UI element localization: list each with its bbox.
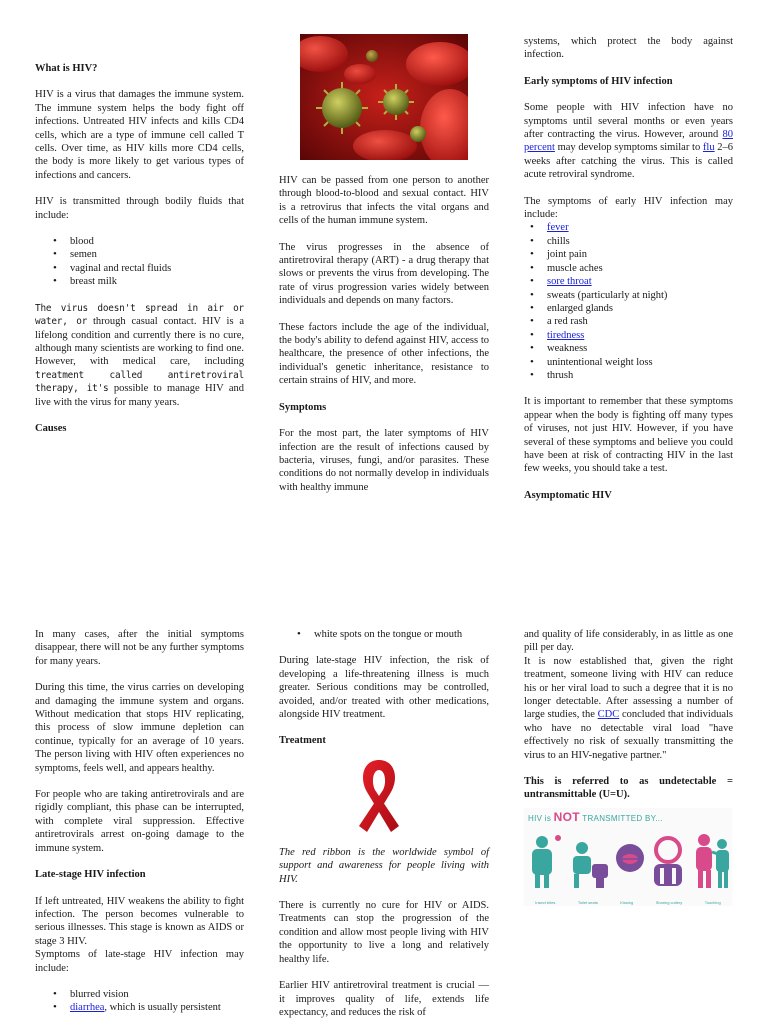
mono-text: The virus doesn't spread in air or water, or <box>35 302 244 328</box>
paragraph-important: It is important to remember that these symptoms appear when the body is fighting off many types of viruses, not just HIV. However, if you have several of these symptoms and believe you could have been at risk of contracting HIV in the last few weeks, you should take a test. <box>524 396 733 475</box>
paragraph-earlier-treatment: Earlier HIV antiretroviral treatment is crucial — it improves quality of life, extends life expectancy, and reduces the risk of <box>279 980 489 1018</box>
paragraph-antiretrovirals: For people who are taking antiretrovirals and are rigidly compliant, this phase can be interrupted, with complete viral suppression. Effective antiretrovirals arrest on-going damage to the immune system. <box>35 789 244 854</box>
heading-late-stage: Late-stage HIV infection <box>35 869 146 881</box>
late-symptoms-list-cont <box>279 628 489 641</box>
list-item <box>530 275 733 288</box>
label-kissing: Kissing <box>620 899 634 905</box>
heading-what-is-hiv: What is HIV? <box>35 63 98 74</box>
paragraph-progresses: The virus progresses in the absence of antiretroviral therapy (ART) - a drug therapy that slows or prevents the virus from developing. The rate of virus progression varies widely between individuals and depends on many factors. <box>279 241 489 307</box>
paragraph-early <box>524 101 733 181</box>
paragraph-passed: HIV can be passed from one person to another through blood-to-blood and sexual contact. HIV is a retrovirus that infects the vital organs and cells of the human immune system. <box>279 175 489 227</box>
touching-icon <box>696 834 729 888</box>
list-item: • sweats (particularly at night) <box>530 289 733 302</box>
list-item: • white spots on the tongue or mouth <box>297 628 489 641</box>
list-item: • breast milk <box>53 275 244 288</box>
insect-bites-icon <box>532 835 561 888</box>
list-item <box>530 329 733 342</box>
list-item: • unintentional weight loss <box>530 356 733 369</box>
list-item <box>530 221 733 234</box>
paragraph-transmitted: HIV is transmitted through bodily fluids that include: <box>35 196 244 221</box>
infographic-title <box>528 811 663 825</box>
text: concluded that individuals who have no detectable viral load "have effectively no risk of sexually transmitting the virus to an HIV-negative partner." <box>524 709 734 761</box>
text: may develop symptoms similar to <box>557 142 701 154</box>
late-symptoms-list <box>35 988 244 1015</box>
column-6 <box>524 628 733 906</box>
list-item: • weakness <box>530 342 733 355</box>
toilet-seat-icon <box>573 842 608 888</box>
column-3 <box>524 35 733 502</box>
link-diarrhea[interactable]: diarrhea <box>70 1002 105 1014</box>
list-item: • thrush <box>530 369 733 382</box>
list-item: • chills <box>530 235 733 248</box>
label-toilet-seats: Toilet seats <box>577 899 598 905</box>
paragraph-uu: This is referred to as undetectable = untransmittable (U=U). <box>524 776 733 801</box>
list-item: • vaginal and rectal fluids <box>53 262 244 275</box>
paragraph-late-risk: During late-stage HIV infection, the risk of developing a life-threatening illness is much greater. Serious conditions may be controlled, avoided, and/or treated with other medications, alongside HIV treatment. <box>279 655 489 721</box>
link-sore-throat[interactable]: sore throat <box>547 276 592 288</box>
virus-image <box>300 34 468 160</box>
column-4 <box>35 628 244 1015</box>
list-item: • joint pain <box>530 248 733 261</box>
virus-illustration <box>300 34 468 160</box>
title-post: TRANSMITTED BY... <box>582 813 663 823</box>
heading-asymptomatic: Asymptomatic HIV <box>524 489 612 501</box>
paragraph-established <box>524 655 733 762</box>
title-pre: HIV is <box>528 813 552 823</box>
paragraph-quality: and quality of life considerably, in as little as one pill per day. <box>524 629 733 654</box>
paragraph-later-symptoms: For the most part, the later symptoms of HIV infection are the result of infections caused by bacteria, viruses, fungi, and/or parasites. These conditions do not normally develop in individuals with healthy immune <box>279 428 489 493</box>
list-item: • enlarged glands <box>530 302 733 315</box>
heading-causes: Causes <box>35 422 67 434</box>
paragraph-untreated: If left untreated, HIV weakens the ability to fight infection. The person becomes vulnerable to serious illnesses. This stage is known as AIDS or stage 3 HIV. <box>35 895 244 947</box>
text: Some people with HIV infection have no symptoms until several months or even years after contracting the virus. However, around <box>524 102 733 141</box>
column-2 <box>279 174 489 494</box>
list-item: • semen <box>53 248 244 261</box>
link-flu[interactable]: flu <box>702 142 715 154</box>
link-80-percent[interactable]: 80 percent <box>524 129 733 154</box>
paragraph-what-is-hiv: HIV is a virus that damages the immune system. The immune system helps the body fight off infections. Untreated HIV infects and kills CD4 cells, which are a type of immune cell called T cells. Over time, as HIV kills more CD4 cells, the body is more likely to get various types of infections and cancers. <box>35 89 244 181</box>
title-not: NOT <box>553 809 580 824</box>
list-item <box>53 1001 244 1014</box>
column-1 <box>35 62 244 435</box>
text: possible to manage HIV and live with the virus for many years. <box>35 383 244 408</box>
not-transmitted-infographic <box>524 808 732 906</box>
paragraph-factors: These factors include the age of the individual, the body's ability to defend against HIV, access to healthcare, the presence of other infections, the individual's genetic inheritance, resistance to certain strains of HIV, and more. <box>279 321 489 387</box>
ribbon-caption: The red ribbon is the worldwide symbol of support and awareness for people living with HIV. <box>279 846 489 885</box>
label-insect-bites: Insect bites <box>535 899 556 905</box>
paragraph-no-cure: There is currently no cure for HIV or AIDS. Treatments can stop the progression of the condition and allow most people living with HIV the opportunity to live a long and relatively healthy life. <box>279 900 489 965</box>
label-touching: Touching <box>704 899 721 905</box>
paragraph-many-cases: In many cases, after the initial symptoms disappear, there will not be any further symptoms for many years. <box>35 629 244 667</box>
paragraph-not-spread <box>35 302 244 409</box>
list-item: • blurred vision <box>53 988 244 1001</box>
link-tiredness[interactable]: tiredness <box>547 329 585 341</box>
paragraph-late-symptoms: Symptoms of late-stage HIV infection may include: <box>35 949 244 974</box>
list-item: • a red rash <box>530 315 733 328</box>
paragraph-systems: systems, which protect the body against infection. <box>524 36 733 61</box>
list-item: • muscle aches <box>530 262 733 275</box>
link-fever[interactable]: fever <box>547 222 569 234</box>
heading-early-symptoms: Early symptoms of HIV infection <box>524 75 673 87</box>
fluids-list <box>35 235 244 289</box>
text: , which is usually persistent <box>104 1002 221 1014</box>
kissing-icon <box>616 844 644 872</box>
label-sharing-cutlery: Sharing cutlery <box>655 899 683 905</box>
red-ribbon-icon <box>279 752 489 846</box>
text: It is now established that, given the right treatment, someone living with HIV can reduce his or her viral load to such a degree that it is no longer detectable. After assessing a number of large studies, the <box>524 655 733 721</box>
early-symptoms-list <box>524 221 733 382</box>
sharing-cutlery-icon <box>654 838 682 886</box>
heading-treatment: Treatment <box>279 735 326 747</box>
text: through casual contact. HIV is a lifelong condition and currently there is no cure, although many scientists are working to find one. However, with medical care, including <box>35 316 245 368</box>
infographic-icons <box>524 828 732 898</box>
column-5 <box>279 628 489 1019</box>
infographic-labels <box>524 896 732 909</box>
heading-symptoms: Symptoms <box>279 401 327 413</box>
text: 2–6 weeks after catching the virus. This is called acute retroviral syndrome. <box>524 142 734 181</box>
paragraph-symptoms-include: The symptoms of early HIV infection may include: <box>524 195 733 221</box>
link-cdc[interactable]: CDC <box>597 709 620 721</box>
ribbon-image <box>279 752 489 846</box>
mono-text: treatment called antiretroviral therapy, it's <box>35 369 244 395</box>
list-item: • blood <box>53 235 244 248</box>
paragraph-during-time: During this time, the virus carries on developing and damaging the immune system and organs. Without medication that stops HIV replicating, this process of slow immune depletion can continue, typically for an average of 10 years. The person living with HIV often experiences no symptoms, feels well, and appears healthy. <box>35 682 244 774</box>
